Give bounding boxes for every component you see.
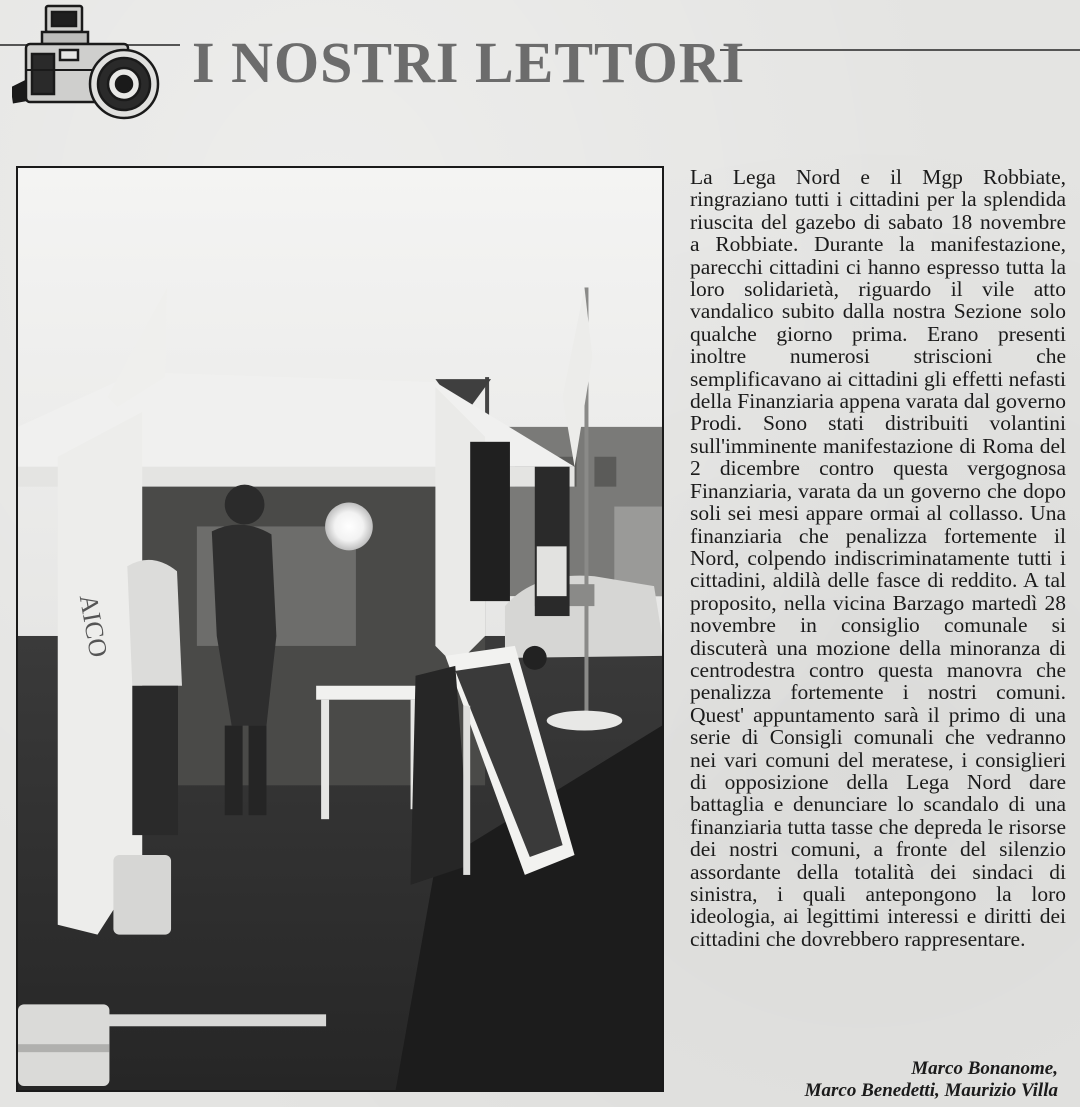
letter-body: La Lega Nord e il Mgp Robbiate, ringraziano tutti i cittadini per la splendida riuscita del gazebo di sabato 18 novembre a Robbiate. Durante la manifestazione, parecchi cittadini ci hanno espresso tutta la loro solidarietà, riguardo il vile atto vandalico subito dalla nostra Sezione solo qualche giorno prima. Erano presenti inoltre numerosi striscioni che semplificavano ai cittadini gli effetti nefasti della Finanziaria appena varata dal governo Prodi. Sono stati distribuiti volantini sull'imminente manifestazione di Roma del 2 dicembre contro questa vergognosa Finanziaria, varata da un governo che dopo soli sei mesi appare ormai al collasso. Una finanziaria che penalizza fortemente il Nord, colpendo indiscriminatamente tutti i cittadini, aldilà delle fasce di reddito. A tal proposito, nella vicina Barzago martedì 28 novembre in consiglio comunale si discuterà una mozione della minoranza di centrodestra contro questa manovra che penalizza fortemente i nostri comuni. Quest' appuntamento sarà il primo di una serie di Consigli comunali che vedranno nei vari comuni del meratese, i consiglieri di opposizione della Lega Nord dare battaglia e denunciare lo scandalo di una finanziaria tutta tasse che depreda le risorse dei nostri comuni, a fronte del silenzio assordante della totalità dei sindaci di sinistra, i quali antepongono la loro ideologia, ai legittimi interessi e diritti dei cittadini che dovrebbero rappresentare. (690, 165, 1066, 951)
camera-icon (12, 2, 162, 132)
signature-line-1: Marco Bonanome, (911, 1058, 1058, 1079)
header-rule-right (720, 49, 1080, 51)
photo-of-gazebo (16, 166, 664, 1092)
section-title: I NOSTRI LETTORI (192, 30, 746, 95)
signature-line-2: Marco Benedetti, Maurizio Villa (804, 1080, 1058, 1101)
svg-text:AICO: AICO (73, 592, 114, 660)
letter-signature (805, 1058, 1058, 1102)
